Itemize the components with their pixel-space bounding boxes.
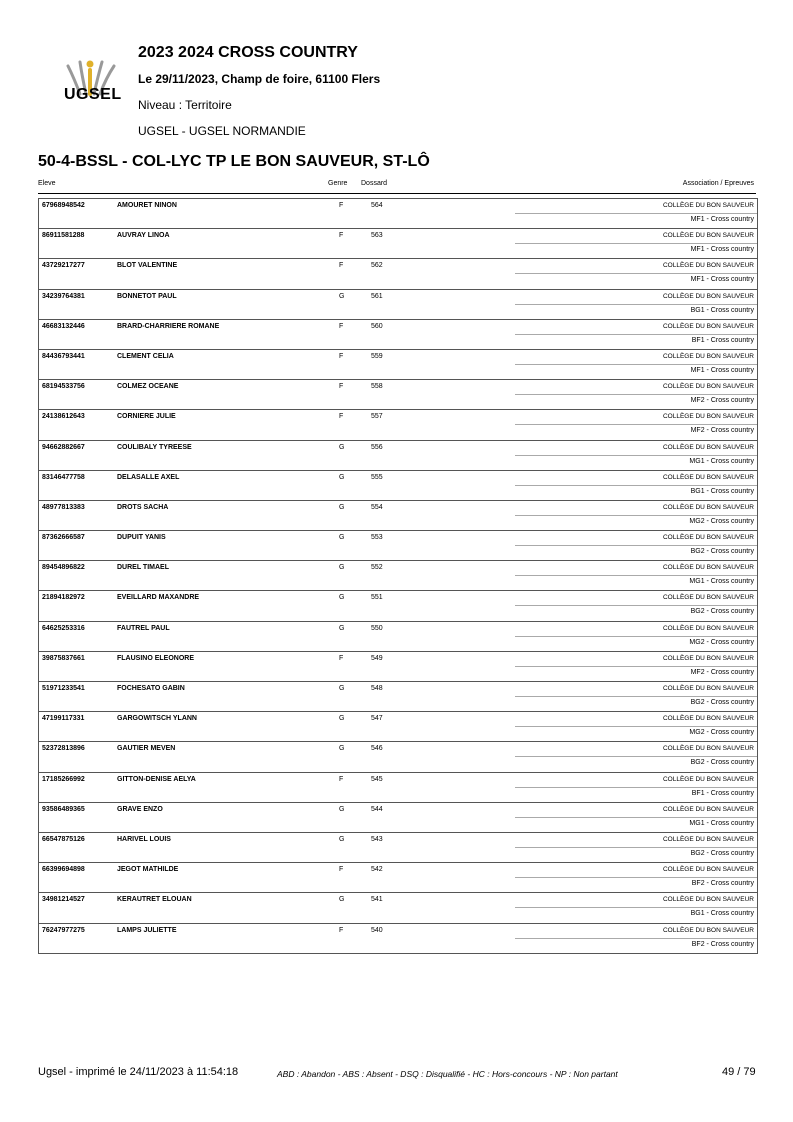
student-dossard: 541 (371, 896, 383, 904)
row-divider (515, 545, 757, 546)
student-epreuve: BG2 - Cross country (690, 759, 754, 767)
student-genre: F (339, 262, 344, 270)
student-name: FOCHESATO GABIN (117, 685, 185, 692)
student-id: 17185266992 (42, 775, 85, 783)
student-epreuve: MF1 - Cross country (690, 246, 754, 254)
student-association: COLLÈGE DU BON SAUVEUR (662, 262, 754, 270)
table-row (39, 349, 757, 379)
student-genre: G (339, 835, 345, 843)
table-row (39, 440, 757, 470)
student-epreuve: MG2 - Cross country (689, 517, 754, 525)
student-epreuve: BF1 - Cross country (691, 336, 754, 344)
row-divider (515, 847, 757, 848)
student-genre: F (339, 654, 344, 662)
student-genre: F (339, 926, 344, 934)
student-association: COLLÈGE DU BON SAUVEUR (662, 715, 754, 723)
student-epreuve: BG2 - Cross country (690, 608, 754, 616)
student-name: COLMEZ OCEANE (117, 383, 179, 391)
col-genre: Genre (328, 180, 348, 187)
student-genre: G (339, 715, 345, 723)
student-genre: G (339, 292, 345, 300)
event-level: Niveau : Territoire (138, 98, 232, 112)
table-row (39, 319, 757, 349)
row-divider (515, 364, 757, 365)
student-genre: F (339, 413, 344, 421)
student-epreuve: MF2 - Cross country (690, 397, 754, 405)
table-row (39, 711, 757, 741)
student-id: 83146477758 (42, 473, 85, 481)
student-genre: F (339, 352, 344, 360)
legend: ABD : Abandon - ABS : Absent - DSQ : Disqualifié - HC : Hors-concours - NP : Non partant (277, 1069, 618, 1079)
student-genre: G (339, 473, 345, 481)
row-divider (515, 455, 757, 456)
student-name: DELASALLE AXEL (117, 473, 180, 481)
student-dossard: 547 (371, 715, 383, 723)
student-association: COLLÈGE DU BON SAUVEUR (662, 896, 754, 904)
student-id: 66547875126 (42, 835, 85, 843)
student-dossard: 556 (371, 443, 383, 451)
student-association: COLLÈGE DU BON SAUVEUR (662, 352, 754, 360)
student-epreuve: BF1 - Cross country (691, 789, 754, 797)
student-id: 52372813896 (42, 745, 85, 753)
row-divider (515, 273, 757, 274)
student-epreuve: MG1 - Cross country (689, 819, 754, 827)
student-id: 86911581288 (42, 232, 85, 240)
student-dossard: 542 (371, 866, 383, 874)
student-epreuve: MG1 - Cross country (689, 578, 754, 586)
col-eleve: Eleve (38, 180, 56, 187)
student-name: HARIVEL LOUIS (117, 835, 171, 843)
student-id: 47199117331 (42, 715, 85, 723)
student-genre: F (339, 866, 344, 874)
school-title: 50-4-BSSL - COL-LYC TP LE BON SAUVEUR, ST-LÔ (38, 153, 430, 170)
student-association: COLLÈGE DU BON SAUVEUR (662, 805, 754, 813)
student-genre: G (339, 534, 345, 542)
event-title: 2023 2024 CROSS COUNTRY (138, 44, 358, 61)
student-epreuve: BG2 - Cross country (690, 548, 754, 556)
student-name: LAMPS JULIETTE (117, 926, 177, 934)
student-association: COLLÈGE DU BON SAUVEUR (662, 292, 754, 300)
header-divider (38, 193, 756, 194)
student-name: CLEMENT CELIA (117, 352, 174, 360)
table-row (39, 802, 757, 832)
student-association: COLLÈGE DU BON SAUVEUR (662, 202, 754, 209)
student-dossard: 551 (371, 594, 383, 602)
row-divider (515, 575, 757, 576)
col-dossard: Dossard (361, 180, 388, 187)
student-id: 67968948542 (42, 202, 85, 209)
student-genre: G (339, 503, 345, 511)
row-divider (515, 817, 757, 818)
student-epreuve: MF2 - Cross country (690, 427, 754, 435)
row-divider (515, 304, 757, 305)
student-name: DUPUIT YANIS (117, 534, 166, 542)
student-genre: F (339, 202, 344, 209)
student-association: COLLÈGE DU BON SAUVEUR (662, 564, 754, 572)
row-divider (515, 605, 757, 606)
student-genre: F (339, 232, 344, 240)
table-row (39, 470, 757, 500)
table-row (39, 590, 757, 620)
student-id: 84436793441 (42, 352, 85, 360)
student-association: COLLÈGE DU BON SAUVEUR (662, 534, 754, 542)
row-divider (515, 696, 757, 697)
student-name: DUREL TIMAEL (117, 564, 169, 572)
table-row (39, 379, 757, 409)
table-row (39, 530, 757, 560)
student-id: 51971233541 (42, 685, 85, 692)
table-row (39, 923, 757, 953)
table-row (39, 772, 757, 802)
student-name: COULIBALY TYREESE (117, 443, 192, 451)
row-divider (515, 726, 757, 727)
row-divider (515, 424, 757, 425)
student-dossard: 561 (371, 292, 383, 300)
student-dossard: 546 (371, 745, 383, 753)
student-id: 66399694898 (42, 866, 85, 874)
student-genre: G (339, 564, 345, 572)
student-name: GARGOWITSCH YLANN (117, 715, 197, 723)
table-row (39, 651, 757, 681)
row-divider (515, 666, 757, 667)
student-dossard: 562 (371, 262, 383, 270)
student-dossard: 552 (371, 564, 383, 572)
student-id: 76247977275 (42, 926, 85, 934)
row-divider (515, 636, 757, 637)
student-id: 87362666587 (42, 534, 85, 542)
table-row (39, 198, 757, 228)
participants-table (38, 198, 758, 954)
table-row (39, 741, 757, 771)
table-row (39, 560, 757, 590)
student-epreuve: MF1 - Cross country (690, 276, 754, 284)
student-dossard: 564 (371, 202, 383, 209)
student-dossard: 545 (371, 775, 383, 783)
student-genre: G (339, 443, 345, 451)
student-dossard: 549 (371, 654, 383, 662)
row-divider (515, 515, 757, 516)
student-dossard: 558 (371, 383, 383, 391)
row-divider (515, 213, 757, 214)
student-epreuve: MF1 - Cross country (690, 216, 754, 223)
student-genre: G (339, 624, 345, 632)
student-name: AMOURET NINON (117, 202, 177, 209)
table-row (39, 832, 757, 862)
student-name: DROTS SACHA (117, 503, 169, 511)
student-name: GAUTIER MEVEN (117, 745, 176, 753)
student-dossard: 559 (371, 352, 383, 360)
student-name: CORNIERE JULIE (117, 413, 176, 421)
student-dossard: 548 (371, 685, 383, 692)
table-row (39, 500, 757, 530)
student-association: COLLÈGE DU BON SAUVEUR (662, 926, 754, 934)
student-id: 48977813383 (42, 503, 85, 511)
student-genre: F (339, 383, 344, 391)
student-dossard: 543 (371, 835, 383, 843)
student-dossard: 560 (371, 322, 383, 330)
student-id: 46683132446 (42, 322, 85, 330)
student-association: COLLÈGE DU BON SAUVEUR (662, 232, 754, 240)
student-dossard: 550 (371, 624, 383, 632)
row-divider (515, 334, 757, 335)
print-date: Ugsel - imprimé le 24/11/2023 à 11:54:18 (38, 1066, 239, 1078)
row-divider (515, 877, 757, 878)
student-genre: G (339, 685, 345, 692)
student-genre: F (339, 322, 344, 330)
student-genre: F (339, 775, 344, 783)
student-association: COLLÈGE DU BON SAUVEUR (662, 654, 754, 662)
student-name: FAUTREL PAUL (117, 624, 170, 632)
student-association: COLLÈGE DU BON SAUVEUR (662, 473, 754, 481)
student-dossard: 557 (371, 413, 383, 421)
student-dossard: 555 (371, 473, 383, 481)
student-genre: G (339, 805, 345, 813)
table-row (39, 289, 757, 319)
column-headers (38, 180, 756, 192)
student-epreuve: MG2 - Cross country (689, 638, 754, 646)
student-dossard: 554 (371, 503, 383, 511)
row-divider (515, 394, 757, 395)
student-epreuve: BG1 - Cross country (690, 487, 754, 495)
row-divider (515, 243, 757, 244)
student-association: COLLÈGE DU BON SAUVEUR (662, 383, 754, 391)
row-divider (515, 485, 757, 486)
event-date-location: Le 29/11/2023, Champ de foire, 61100 Flers (138, 72, 381, 86)
student-association: COLLÈGE DU BON SAUVEUR (662, 866, 754, 874)
table-row (39, 681, 757, 711)
student-id: 94662882667 (42, 443, 85, 451)
student-association: COLLÈGE DU BON SAUVEUR (662, 745, 754, 753)
student-epreuve: BF2 - Cross country (691, 880, 754, 888)
student-name: GITTON-DENISE AELYA (117, 775, 196, 783)
student-id: 43729217277 (42, 262, 85, 270)
student-id: 93586489365 (42, 805, 85, 813)
student-association: COLLÈGE DU BON SAUVEUR (662, 685, 754, 692)
student-name: AUVRAY LINOA (117, 232, 170, 240)
student-genre: G (339, 594, 345, 602)
student-name: GRAVE ENZO (117, 805, 163, 813)
student-name: KERAUTRET ELOUAN (117, 896, 192, 904)
student-id: 39875837661 (42, 654, 85, 662)
student-id: 68194533756 (42, 383, 85, 391)
student-epreuve: BF2 - Cross country (691, 940, 754, 948)
col-association: Association / Epreuves (682, 180, 754, 187)
row-divider (515, 938, 757, 939)
student-genre: G (339, 896, 345, 904)
student-genre: G (339, 745, 345, 753)
student-epreuve: MF1 - Cross country (690, 366, 754, 374)
row-divider (515, 787, 757, 788)
student-name: BRARD-CHARRIERE ROMANE (117, 322, 220, 330)
student-id: 34981214527 (42, 896, 85, 904)
student-id: 89454896822 (42, 564, 85, 572)
row-divider (515, 756, 757, 757)
student-epreuve: MG2 - Cross country (689, 729, 754, 737)
student-association: COLLÈGE DU BON SAUVEUR (662, 443, 754, 451)
student-association: COLLÈGE DU BON SAUVEUR (662, 322, 754, 330)
student-id: 21894182972 (42, 594, 85, 602)
student-name: BLOT VALENTINE (117, 262, 178, 270)
event-organisation: UGSEL - UGSEL NORMANDIE (138, 124, 306, 138)
student-epreuve: MF2 - Cross country (690, 668, 754, 676)
student-id: 24138612643 (42, 413, 85, 421)
table-row (39, 258, 757, 288)
table-row (39, 409, 757, 439)
student-name: FLAUSINO ELEONORE (117, 654, 195, 662)
student-association: COLLÈGE DU BON SAUVEUR (662, 594, 754, 602)
student-name: EVEILLARD MAXANDRE (117, 594, 200, 602)
table-row (39, 228, 757, 258)
student-association: COLLÈGE DU BON SAUVEUR (662, 413, 754, 421)
student-dossard: 553 (371, 534, 383, 542)
table-row (39, 862, 757, 892)
student-association: COLLÈGE DU BON SAUVEUR (662, 503, 754, 511)
student-association: COLLÈGE DU BON SAUVEUR (662, 775, 754, 783)
student-id: 34239764381 (42, 292, 85, 300)
student-epreuve: BG1 - Cross country (690, 910, 754, 918)
student-epreuve: MG1 - Cross country (689, 457, 754, 465)
student-association: COLLÈGE DU BON SAUVEUR (662, 624, 754, 632)
student-name: JEGOT MATHILDE (117, 866, 179, 874)
student-id: 64625253316 (42, 624, 85, 632)
logo-text: UGSEL (64, 86, 122, 103)
student-dossard: 544 (371, 805, 383, 813)
student-epreuve: BG2 - Cross country (690, 699, 754, 706)
row-divider (515, 907, 757, 908)
table-row (39, 892, 757, 922)
student-dossard: 540 (371, 926, 383, 934)
student-name: BONNETOT PAUL (117, 292, 177, 300)
student-dossard: 563 (371, 232, 383, 240)
student-association: COLLÈGE DU BON SAUVEUR (662, 835, 754, 843)
student-epreuve: BG2 - Cross country (690, 849, 754, 857)
page-number: 49 / 79 (722, 1066, 756, 1078)
table-row (39, 621, 757, 651)
student-epreuve: BG1 - Cross country (690, 306, 754, 314)
